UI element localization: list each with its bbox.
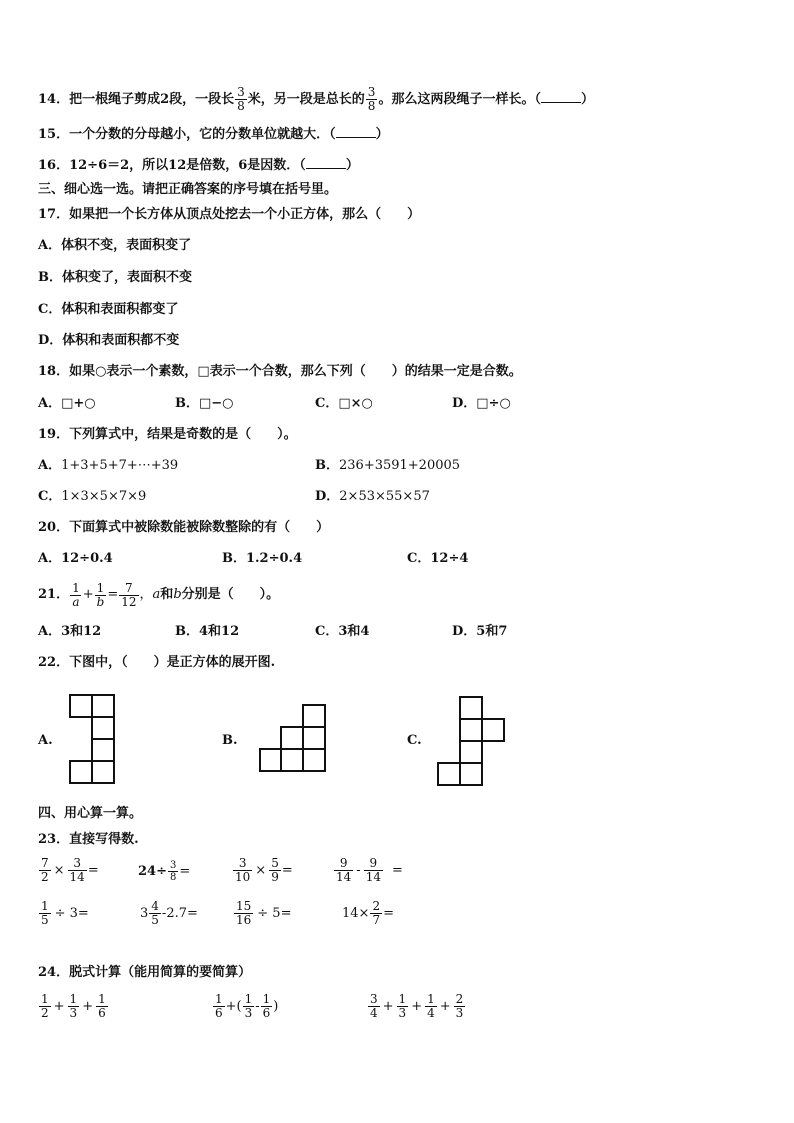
question-21-stem: 21． $\frac{1}{a}$ + $\frac{1}{b}$ = $\frac{7}{12}$ ， a 和 b 分别是（ ）。	[38, 580, 280, 609]
q14-fraction-2: $\frac{3}{8}$	[367, 85, 376, 113]
q19-option-a[interactable]: A．1+3+5+7+⋯+39	[38, 458, 179, 473]
q21-option-c[interactable]: C．3和4	[315, 624, 370, 639]
q23-expr-7: $\frac{15}{16}$ ÷ 5=	[236, 899, 292, 927]
q19-option-c[interactable]: C．1×3×5×7×9	[38, 489, 147, 504]
q15-answer-blank[interactable]	[336, 125, 376, 138]
q23-expr-3: $\frac{3}{10}$ × $\frac{5}{9}$ =	[235, 856, 293, 884]
question-16	[38, 156, 359, 174]
question-15	[38, 125, 389, 143]
q14-text-c: 米，另一段是总长的	[247, 92, 365, 107]
q21-fraction-1-over-a: $\frac{1}{a}$	[72, 580, 80, 609]
q21-fraction-rhs: $\frac{7}{12}$	[121, 580, 137, 609]
q22-net-b	[259, 704, 329, 776]
q22-option-b-label[interactable]: B.	[222, 733, 238, 748]
q18-option-b[interactable]: B．□−○	[175, 396, 234, 411]
q18-option-d[interactable]: D．□÷○	[452, 396, 511, 411]
q19-option-d[interactable]: D．2×53×55×57	[315, 489, 430, 504]
q23-expr-4: $\frac{9}{14}$ - $\frac{9}{14}$ =	[336, 856, 403, 884]
question-23-stem: 23．直接写得数.	[38, 832, 139, 847]
q22-net-c	[437, 696, 507, 792]
q14-answer-blank[interactable]	[541, 90, 581, 103]
q15-text: 15．一个分数的分母越小，它的分数单位就越大．（	[38, 127, 336, 142]
q16-close: ）	[345, 158, 359, 173]
question-22-stem: 22．下图中，（ ）是正方体的展开图.	[38, 655, 276, 670]
question-24-stem: 24．脱式计算（能用简算的要简算）	[38, 965, 252, 980]
q17-option-c[interactable]: C．体积和表面积都变了	[38, 302, 179, 317]
q14-text-d: 。那么这两段绳子一样长。（	[378, 92, 541, 107]
q22-option-a-label[interactable]: A.	[38, 733, 53, 748]
q21-option-a[interactable]: A．3和12	[38, 624, 102, 639]
q20-option-c[interactable]: C．12÷4	[407, 551, 469, 566]
q20-option-b[interactable]: B．1.2÷0.4	[222, 551, 303, 566]
q21-option-d[interactable]: D．5和7	[452, 624, 508, 639]
q14-text-a: 14．	[38, 92, 70, 107]
question-18-stem: 18．如果○表示一个素数，□表示一个合数，那么下列（ ）的结果一定是合数。	[38, 364, 522, 379]
q14-text-b: 把一根绳子剪成2段，一段长	[69, 92, 235, 107]
q24-expr-1: $\frac{1}{2}$ + $\frac{1}{3}$ + $\frac{1}{6}$	[41, 992, 106, 1020]
q20-option-a[interactable]: A．12÷0.4	[38, 551, 113, 566]
q23-expr-1: $\frac{7}{2}$ × $\frac{3}{14}$ =	[41, 856, 99, 884]
q23-expr-8: 14× $\frac{2}{7}$ =	[342, 899, 394, 927]
section-3-heading: 三、细心选一选。请把正确答案的序号填在括号里。	[38, 182, 338, 197]
q14-text-e: ）	[580, 92, 594, 107]
q23-expr-5: $\frac{1}{5}$ ÷ 3=	[41, 899, 89, 927]
question-14	[38, 86, 594, 113]
q16-text: 16．12÷6＝2，所以12是倍数，6是因数．（	[38, 158, 306, 173]
question-19-stem: 19．下列算式中，结果是奇数的是（ ）。	[38, 427, 297, 442]
q18-option-c[interactable]: C．□×○	[315, 396, 373, 411]
q15-close: ）	[375, 127, 389, 142]
q14-fraction-1: $\frac{3}{8}$	[237, 85, 245, 113]
q22-net-a	[69, 694, 117, 790]
q23-expr-2: 24÷ $\frac{3}{8}$ =	[138, 860, 191, 883]
q17-option-b[interactable]: B．体积变了，表面积不变	[38, 270, 192, 285]
q17-option-d[interactable]: D．体积和表面积都不变	[38, 333, 180, 348]
q19-option-b[interactable]: B．236+3591+20005	[315, 458, 461, 473]
q23-expr-6: 3 $\frac{4}{5}$ -2.7=	[140, 899, 198, 927]
q22-option-c-label[interactable]: C.	[407, 733, 422, 748]
q17-option-a[interactable]: A．体积不变，表面积变了	[38, 238, 192, 253]
q21-option-b[interactable]: B．4和12	[175, 624, 240, 639]
question-20-stem: 20．下面算式中被除数能被除数整除的有（ ）	[38, 520, 330, 535]
q16-answer-blank[interactable]	[306, 156, 346, 169]
q21-fraction-1-over-b: $\frac{1}{b}$	[96, 580, 105, 609]
section-4-heading: 四、用心算一算。	[38, 806, 143, 821]
q24-expr-2: $\frac{1}{6}$ +( $\frac{1}{3}$ - $\frac{1}{6}$ )	[215, 992, 279, 1020]
question-17-stem: 17．如果把一个长方体从顶点处挖去一个小正方体，那么（ ）	[38, 207, 421, 222]
q24-expr-3: $\frac{3}{4}$ + $\frac{1}{3}$ + $\frac{1}{4}$ + $\frac{2}{3}$	[370, 992, 464, 1020]
q18-option-a[interactable]: A．□+○	[38, 396, 96, 411]
